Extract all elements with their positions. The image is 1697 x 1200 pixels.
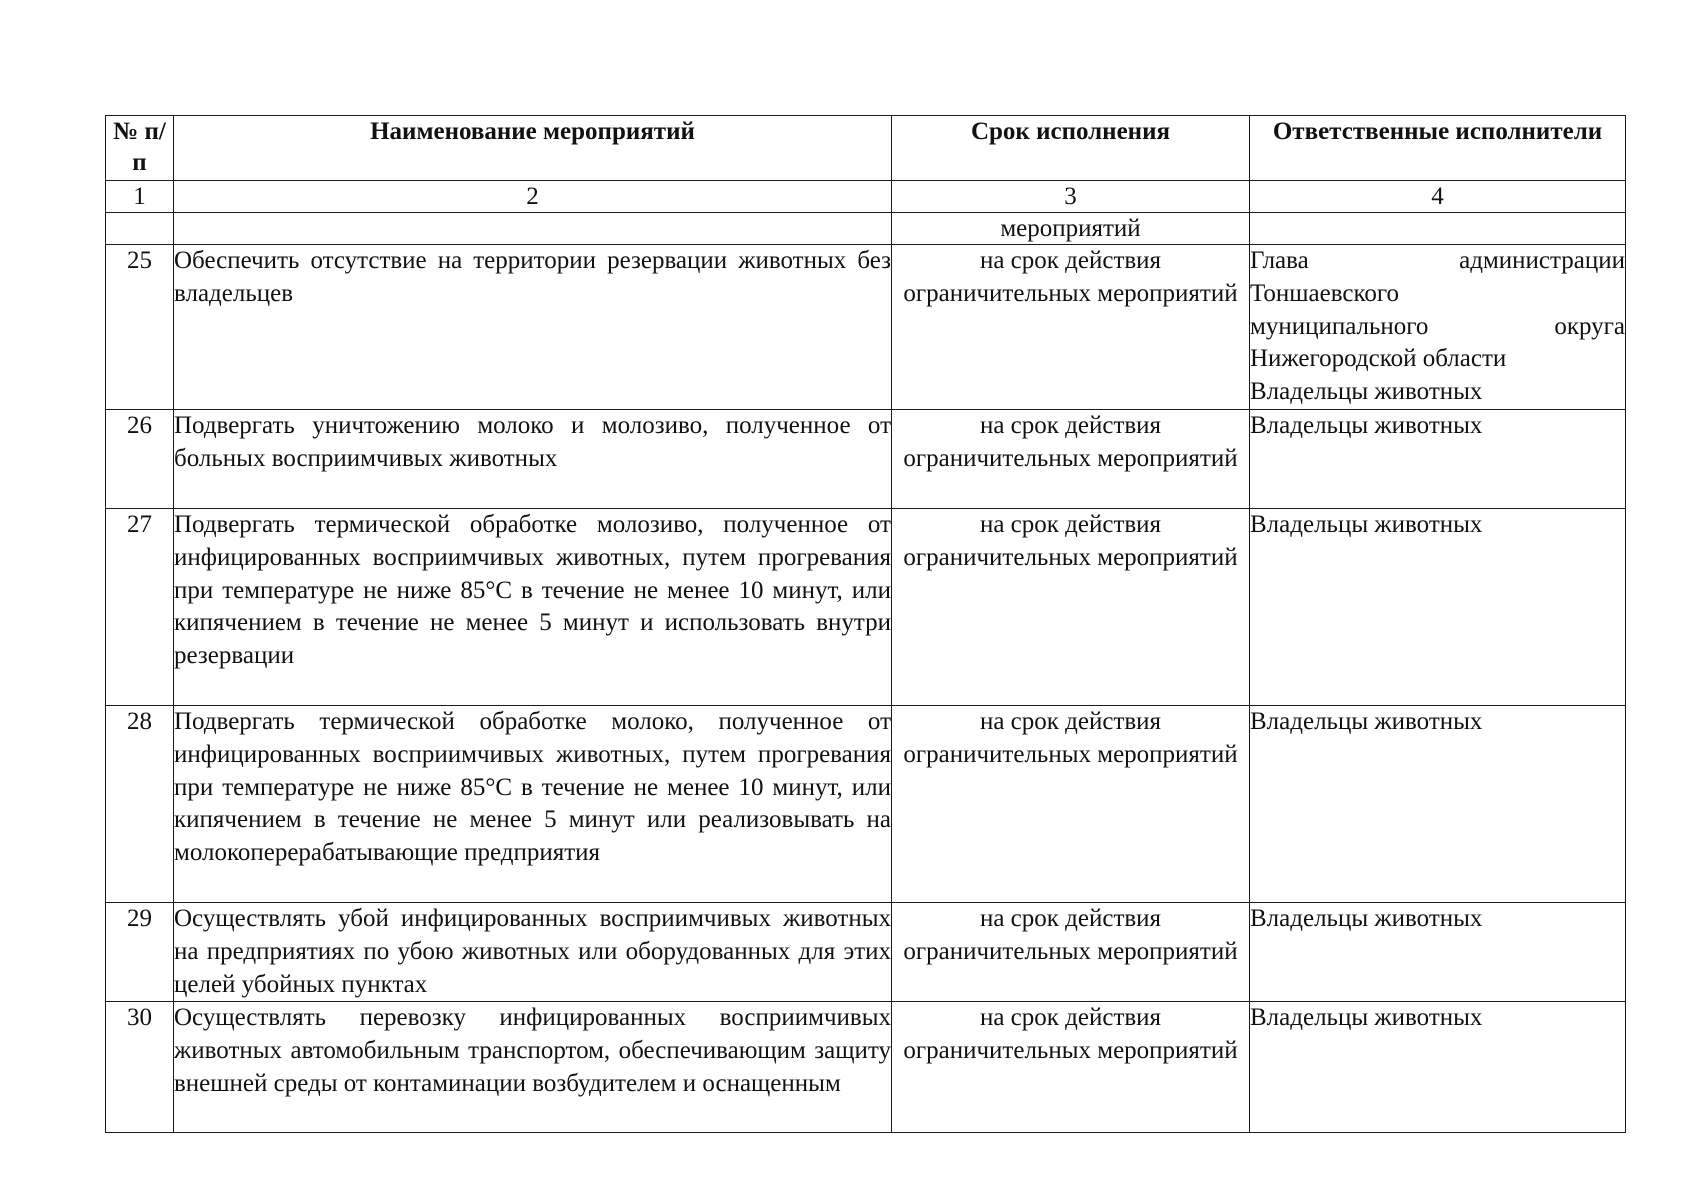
row-number: 29 (106, 903, 174, 1002)
column-numbers-row (106, 181, 1626, 213)
row-responsible: Владельцы животных (1250, 903, 1626, 1002)
table-row (106, 1002, 1626, 1133)
table-row (106, 903, 1626, 1002)
column-number: 2 (174, 181, 892, 213)
responsible-line: Владельцы животных (1250, 378, 1483, 406)
column-number: 3 (892, 181, 1250, 213)
responsible-line: Глава администрации (1250, 247, 1625, 274)
row-number: 28 (106, 706, 174, 903)
table-row (106, 245, 1626, 410)
table-header-row (106, 116, 1626, 181)
row-measure: Осуществлять перевозку инфицированных восприимчивых животных автомобильным транспортом, обеспечивающим защиту внешней среды от контаминации возбудителем и оснащенным (174, 1002, 892, 1133)
row-responsible: Владельцы животных (1250, 706, 1626, 903)
row-term: на срок действия ограничительных мероприятий (892, 509, 1250, 706)
header-responsible: Ответственные исполнители (1250, 116, 1626, 181)
row-measure: Подвергать термической обработке молозиво, полученное от инфицированных восприимчивых животных, путем прогревания при температуре не ниже 85°С в течение не менее 10 минут, или кипячением в течение не менее 5 минут и использовать внутри резервации (174, 509, 892, 706)
row-term: на срок действия ограничительных мероприятий (892, 903, 1250, 1002)
continuation-num (106, 213, 174, 245)
responsible-line: Тоншаевского (1250, 279, 1399, 307)
table-row (106, 509, 1626, 706)
table-row (106, 706, 1626, 903)
continuation-term: мероприятий (892, 213, 1250, 245)
row-term: на срок действия ограничительных мероприятий (892, 1002, 1250, 1133)
row-number: 30 (106, 1002, 174, 1133)
row-number: 26 (106, 410, 174, 509)
row-responsible: Владельцы животных (1250, 410, 1626, 509)
continuation-responsible (1250, 213, 1626, 245)
row-measure: Обеспечить отсутствие на территории резервации животных без владельцев (174, 245, 892, 410)
row-measure: Осуществлять убой инфицированных восприимчивых животных на предприятиях по убою животных или оборудованных для этих целей убойных пунктах (174, 903, 892, 1002)
header-num: № п/п (106, 116, 174, 181)
header-name: Наименование мероприятий (174, 116, 892, 181)
row-responsible (1250, 245, 1626, 410)
continuation-name (174, 213, 892, 245)
row-term: на срок действия ограничительных мероприятий (892, 245, 1250, 410)
row-term: на срок действия ограничительных мероприятий (892, 410, 1250, 509)
row-responsible: Владельцы животных (1250, 1002, 1626, 1133)
column-number: 4 (1250, 181, 1626, 213)
row-responsible: Владельцы животных (1250, 509, 1626, 706)
row-measure: Подвергать уничтожению молоко и молозиво, полученное от больных восприимчивых животных (174, 410, 892, 509)
column-number: 1 (106, 181, 174, 213)
continuation-row (106, 213, 1626, 245)
row-measure: Подвергать термической обработке молоко, полученное от инфицированных восприимчивых животных, путем прогревания при температуре не ниже 85°С в течение не менее 10 минут, или кипячением в течение не менее 5 минут или реализовывать на молокоперерабатывающие предприятия (174, 706, 892, 903)
measures-table (105, 115, 1626, 1133)
table-row (106, 410, 1626, 509)
row-number: 27 (106, 509, 174, 706)
row-number: 25 (106, 245, 174, 410)
header-term: Срок исполнения (892, 116, 1250, 181)
responsible-line: муниципального округа (1250, 312, 1625, 340)
responsible-line: Нижегородской области (1250, 345, 1507, 373)
row-term: на срок действия ограничительных мероприятий (892, 706, 1250, 903)
